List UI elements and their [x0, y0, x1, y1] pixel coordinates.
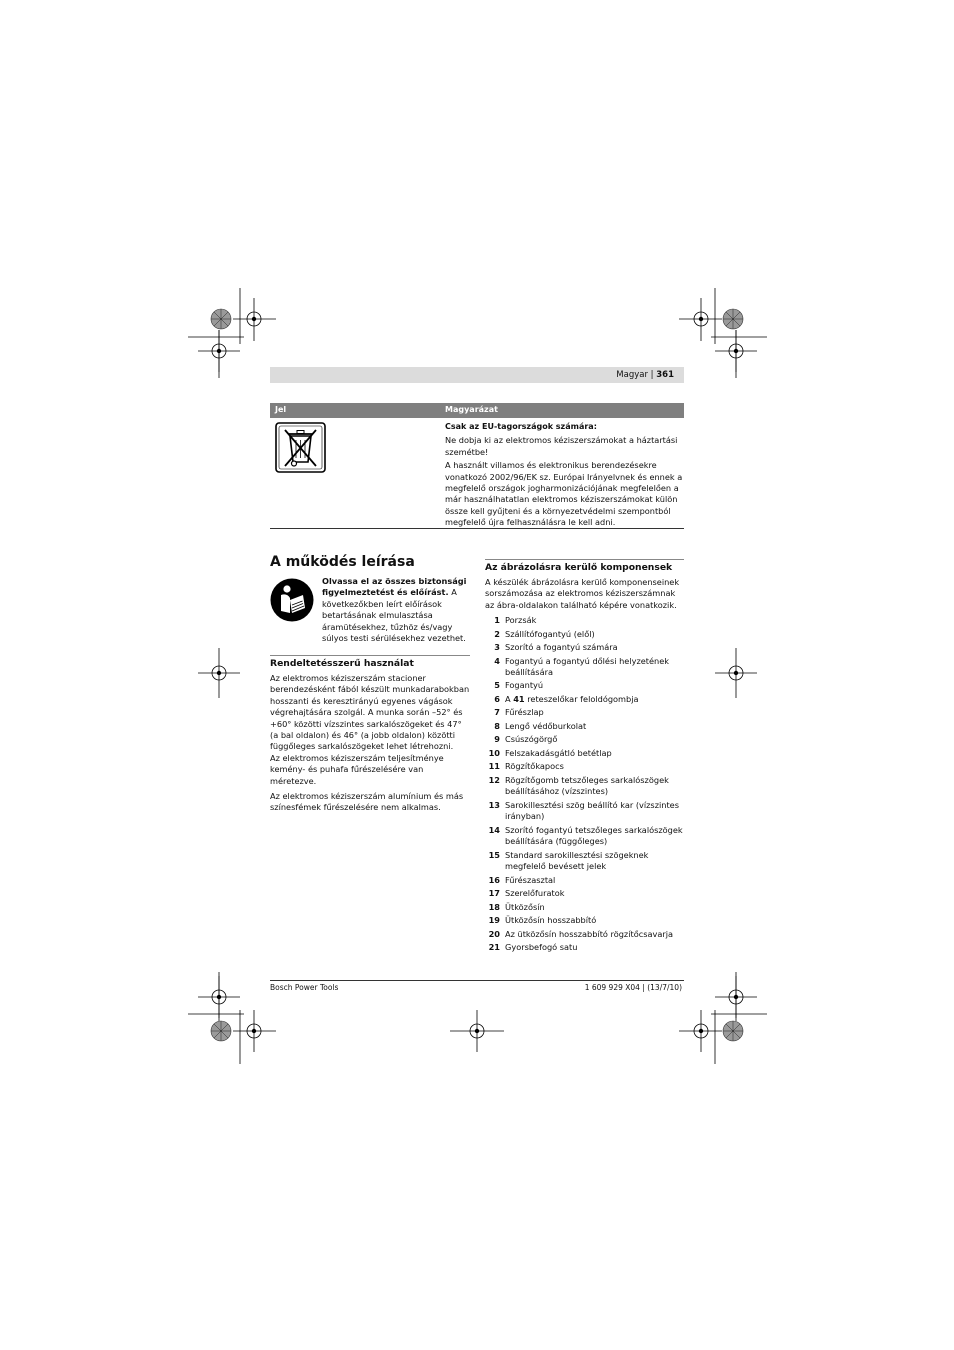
list-item: 3 Szorító a fogantyú számára — [494, 642, 618, 652]
eu-heading: Csak az EU-tagországok számára: — [445, 422, 597, 431]
intended-use-rule — [270, 655, 470, 656]
header-language: Magyar — [616, 370, 648, 380]
warning-bold: Olvassa el az összes biztonsági figyelmeztetést és előírást. — [322, 576, 467, 598]
list-item: 7 Fűrészlap — [494, 707, 544, 718]
intended-use-text — [270, 673, 470, 818]
col-explanation-header: Magyarázat — [445, 405, 498, 414]
symbol-explanation-cell — [445, 421, 683, 531]
list-item: 8 Lengő védőburkolat — [494, 720, 587, 731]
list-item: 12 Rögzítőgomb tetszőleges sarkalószögek beállításához (vízszintes) — [488, 774, 669, 797]
components-intro: A készülék ábrázolásra kerülő komponenseinek sorszámozása az elektromos kéziszerszámnak az ábra-oldalakon található képére vonatkozik. — [485, 577, 680, 610]
list-item: 5 Fogantyú — [494, 680, 544, 691]
section-title: A működés leírása — [270, 554, 415, 570]
list-item: 21 Gyorsbefogó satu — [488, 942, 578, 953]
intended-use-para3: Az elektromos kéziszerszám alumínium és más színesfémek fűrészelésére nem alkalmas. — [270, 791, 464, 813]
components-list — [485, 615, 685, 956]
components-rule — [485, 559, 684, 560]
disposal-warning: Ne dobja ki az elektromos kéziszerszámokat a háztartási szemétbe! — [445, 435, 678, 457]
footer-brand: Bosch Power Tools — [270, 983, 339, 992]
list-item: 17 Szerelőfuratok — [488, 888, 565, 899]
read-manual-icon — [270, 578, 314, 622]
page-header — [616, 370, 674, 380]
list-item: 18 Ütközősín — [488, 901, 545, 912]
components-title: Az ábrázolásra kerülő komponensek — [485, 562, 673, 573]
warning-text: A következőkben leírt előírások betartásának elmulasztása áramütésekhez, tűzhöz és/vagy súlyos testi sérülésekhez vezethet. — [322, 587, 466, 644]
list-item: 20 Az ütközősín hosszabbító rögzítőcsavarja — [488, 928, 674, 939]
list-item: 2 Szállítófogantyú (elől) — [494, 628, 595, 639]
list-item: 1 Porzsák — [494, 615, 537, 625]
disposal-directive-text: A használt villamos és elektronikus berendezésekre vonatkozó 2002/96/EK sz. Európai Irányelvnek és ennek a megfelelő országok jogharmonizációjának megfelelően a már használhatatlan elektromos kéziszerszámokat külön össze kell gyűjteni és a környezetvédelmi szempontból megfelelő újra felhasználásra le kell adni. — [445, 460, 683, 528]
symbol-table-header — [270, 403, 684, 418]
footer-doc-number: 1 609 929 X04 | (13/7/10) — [584, 983, 682, 992]
header-separator: | — [650, 370, 654, 380]
table-bottom-rule — [270, 528, 684, 529]
list-item: 19 Ütközősín hosszabbító — [488, 915, 597, 926]
col-symbol-header: Jel — [275, 405, 287, 414]
safety-warning — [322, 576, 470, 644]
list-item: 14 Szorító fogantyú tetszőleges sarkalószögek beállítására (függőleges) — [488, 824, 683, 847]
list-item: 13 Sarokillesztési szög beállító kar (vízszintes irányban) — [488, 799, 679, 822]
intended-use-para2: Az elektromos kéziszerszám teljesítménye kemény- és puhafa fűrészelésére van méretezve. — [270, 752, 444, 786]
intended-use-title: Rendeltetésszerű használat — [270, 658, 414, 669]
list-item: 11 Rögzítőkapocs — [488, 761, 564, 772]
page-number: 361 — [656, 370, 674, 380]
footer-rule — [270, 980, 684, 981]
list-item: 6 A 41 reteszelőkar feloldógombja — [494, 693, 639, 704]
list-item: 16 Fűrészasztal — [488, 874, 556, 885]
intended-use-para1: Az elektromos kéziszerszám stacioner berendezésként fából készült munkadarabokban hosszanti és keresztirányú egyenes vágások végrehajtására szolgál. A munka során –52° és +60° közötti vízszintes sarkalószögeket és 47° (a bal oldalon) és 46° (a jobb oldalon) közötti függőleges sarkalószögeket lehet létrehozni. — [270, 673, 470, 752]
list-item: 4 Fogantyú a fogantyú dőlési helyzetének beállítására — [494, 655, 669, 677]
list-item: 10 Felszakadásgátló betétlap — [488, 747, 612, 758]
list-item: 9 Csúszógörgő — [494, 734, 558, 745]
crossed-out-wheelie-bin-icon — [275, 422, 326, 473]
list-item: 15 Standard sarokillesztési szögeknek megfelelő bevésett jelek — [488, 849, 649, 872]
